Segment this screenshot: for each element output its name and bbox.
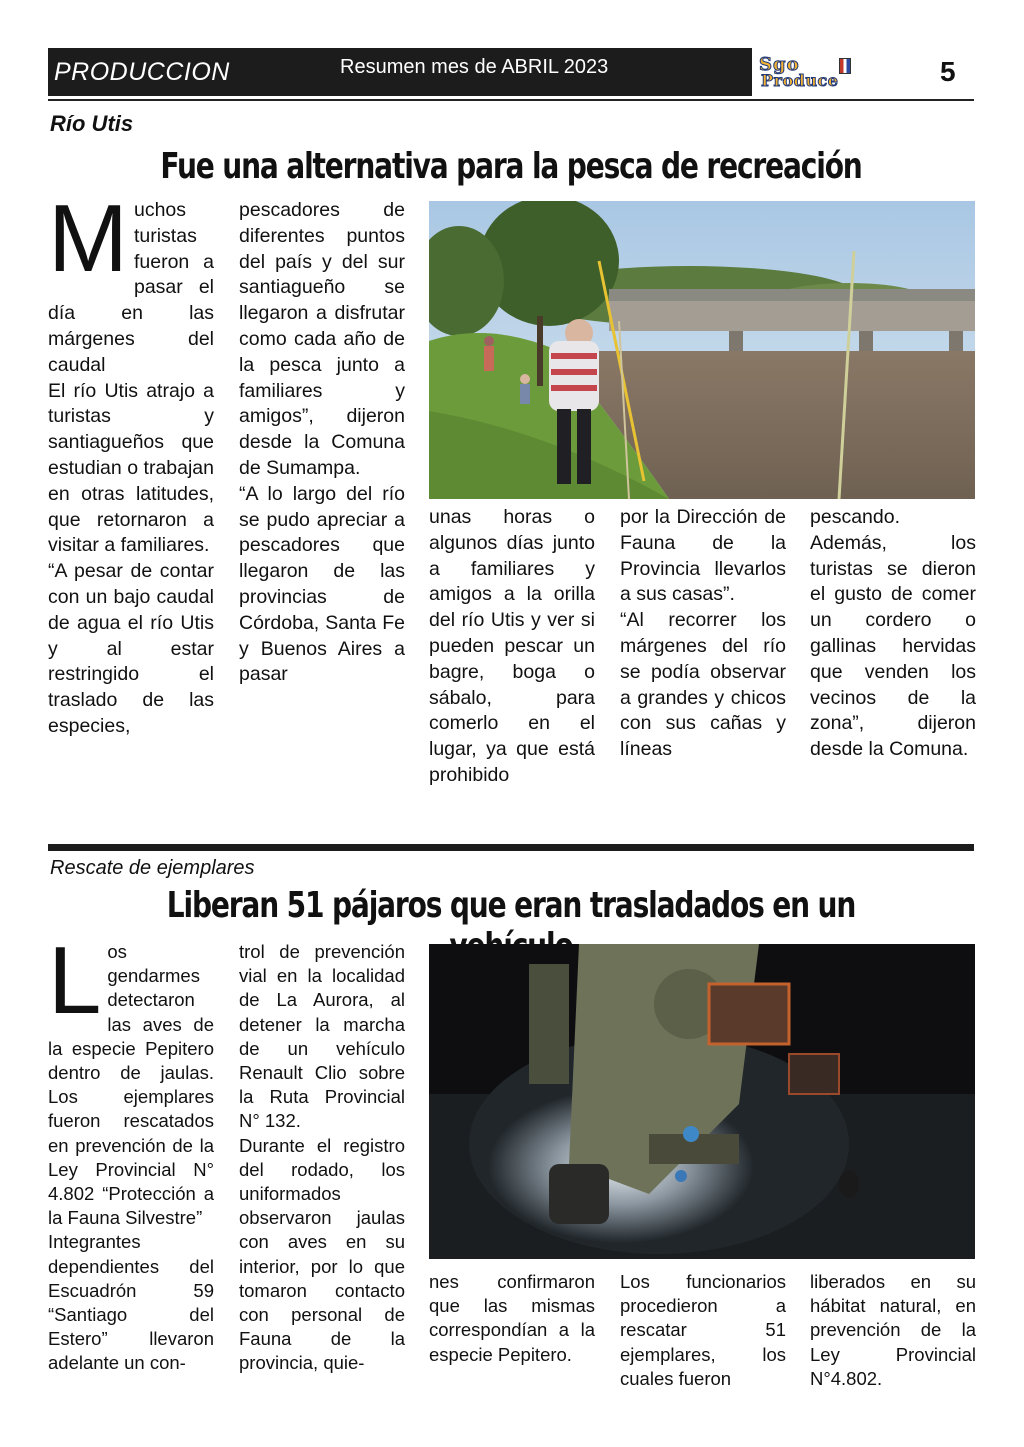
article1-column-5	[810, 505, 976, 763]
article2-column-4	[620, 1270, 786, 1391]
article2-kicker: Rescate de ejemplares	[50, 857, 255, 879]
article2-col4-text: Los funcionarios procedieron a rescatar 51 ejemplares, los cuales fueron	[620, 1271, 786, 1389]
article2-column-2	[239, 940, 405, 1376]
article2-headline: Liberan 51 pájaros que eran trasladados en un	[166, 885, 856, 926]
article1-col4-text: por la Dirección de Fauna de la Provincia llevarlos a sus casas”. “Al recorrer los márgenes del río se podía observar a grandes y chicos con sus cañas y líneas	[620, 506, 786, 761]
issue-date: Resumen mes de ABRIL 2023	[340, 56, 609, 78]
page-number: 5	[940, 56, 956, 87]
flag-icon	[839, 58, 851, 74]
article1-column-2	[239, 198, 405, 688]
article2-col2-text: trol de prevención vial en la localidad de La Aurora, al detener la marcha de un vehículo Renault Clio sobre la Ruta Provincial N° 132. Durante el registro del rodado, los uniformados observaron jaulas con aves en su interior, por lo que tomaron contacto con personal de Fauna de la provincia, quie-	[239, 941, 405, 1374]
section-title: PRODUCCION	[54, 58, 230, 86]
article1-kicker: Río Utis	[50, 111, 134, 136]
article1-column-3	[429, 505, 595, 789]
article1-col2-text: pescadores de diferentes puntos del país y del sur santiagueño se llegaron a disfrutar como cada año de la pesca junto a familiares y amigos”, dijeron desde la Comuna de Sumampa. “A lo largo del río se pudo apreciar a pescadores que llegaron de las provincias de Córdoba, Santa Fe y Buenos Aires a pasar	[239, 199, 405, 686]
article2-col1-text: os gendarmes detectaron las aves de la especie Pepitero dentro de jaulas. Los ejemplares fueron rescatados en prevención de la Ley Provincial N° 4.802 “Protección a la Fauna Silvestre” Integrantes dependientes del Escuadrón 59 “Santiago del Estero” llevaron adelante un con-	[48, 941, 214, 1374]
article1-col3-text: unas horas o algunos días junto a familiares y amigos a la orilla del río Utis y ver si pueden pescar un bagre, boga o sábalo, para comerlo en el lugar, ya que está prohibido	[429, 506, 595, 786]
dropcap: L	[48, 927, 102, 1034]
header-rule	[48, 99, 974, 101]
article2-column-5	[810, 1270, 976, 1391]
fishing-photo	[429, 201, 975, 499]
bird-rescue-photo	[429, 944, 975, 1259]
article1-col5-text: pescando. Además, los turistas se dieron el gusto de comer un cordero o gallinas hervidas que venden los vecinos de la zona”, dijeron desde la Comuna.	[810, 506, 976, 761]
article1-headline: Fue una alternativa para la pesca de recreación	[160, 146, 862, 187]
article2-col5-text: liberados en su hábitat natural, en prevención de la Ley Provincial N°4.802.	[810, 1271, 976, 1389]
article1-column-1	[48, 185, 214, 740]
header-bar	[48, 48, 752, 96]
sgo-produce-logo: Sgo Produce	[757, 54, 902, 94]
article2-col3-text: nes confirmaron que las mismas correspondían a la especie Pepitero.	[429, 1271, 595, 1365]
article1-col1-text: uchos turistas fueron a pasar el día en las márgenes del caudal El río Utis atrajo a turistas y santiagueños que estudian o trabajan en otras latitudes, que retornaron a visitar a familiares. “A pesar de contar con un bajo caudal de agua el río Utis y al estar restringido el traslado de las especies,	[48, 199, 214, 737]
article1-column-4	[620, 505, 786, 763]
article2-column-1	[48, 927, 214, 1376]
article2-column-3	[429, 1270, 595, 1367]
section-separator	[48, 844, 974, 851]
dropcap: M	[48, 185, 128, 292]
